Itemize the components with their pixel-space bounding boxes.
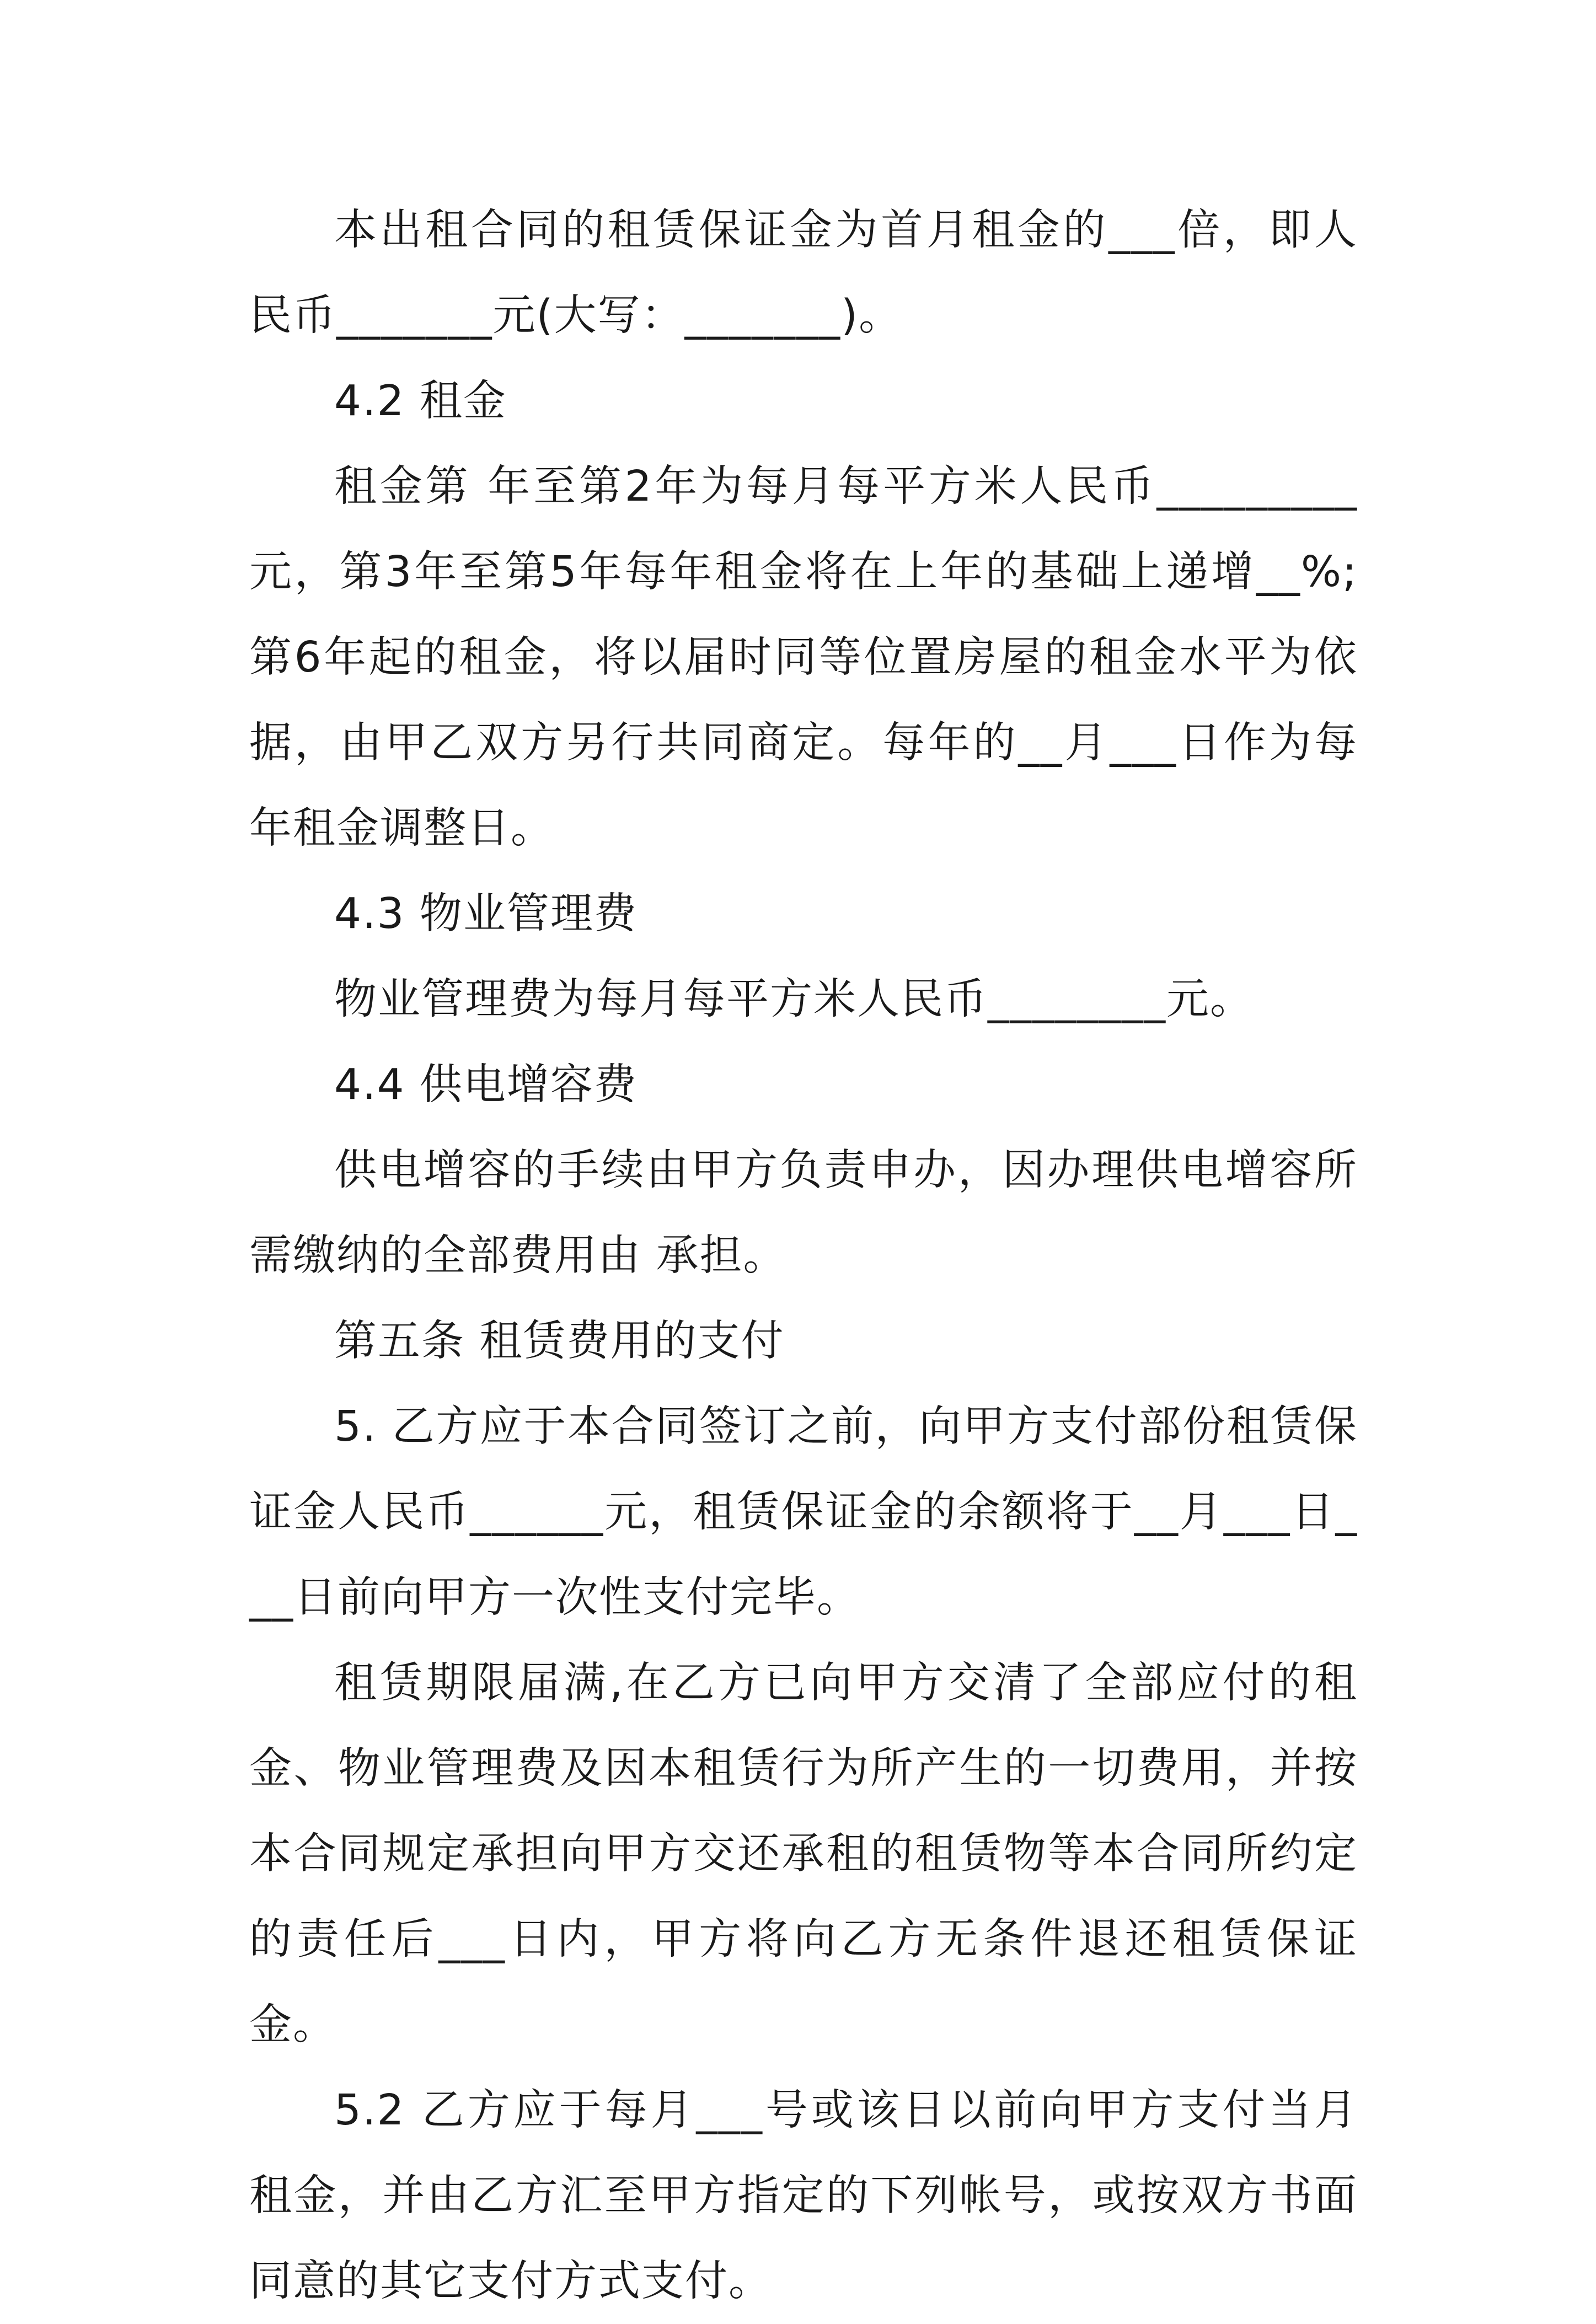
paragraph-property-fee: 物业管理费为每月每平方米人民币________元。 — [334, 975, 1254, 1024]
section-heading-4-2: 4.2 租金 — [334, 377, 507, 426]
document-body — [249, 187, 1358, 2324]
paragraph-deposit-refund: 租赁期限届满,在乙方已向甲方交清了全部应付的租金、物业管理费及因本租赁行为所产生的一切费用，并按本合同规定承担向甲方交还承租的租赁物等本合同所约定的责任后___日内，甲方将向乙方无条件退还租赁保证金。 — [249, 1659, 1358, 2049]
paragraph-power-capacity: 供电增容的手续由甲方负责申办，因办理供电增容所需缴纳的全部费用由 承担。 — [249, 1146, 1358, 1280]
paragraph-monthly-rent-payment: 5.2 乙方应于每月___号或该日以前向甲方支付当月租金，并由乙方汇至甲方指定的下列帐号，或按双方书面同意的其它支付方式支付。 — [249, 2086, 1358, 2306]
paragraph-rent-terms: 租金第 年至第2年为每月每平方米人民币_________元，第3年至第5年每年租金将在上年的基础上递增__%;第6年起的租金，将以届时同等位置房屋的租金水平为依据，由甲乙双方另行共同商定。每年的__月___日作为每年租金调整日。 — [249, 462, 1358, 853]
paragraph-deposit-payment: 5. 乙方应于本合同签订之前，向甲方支付部份租赁保证金人民币______元，租赁保证金的余额将于__月___日___日前向甲方一次性支付完毕。 — [249, 1402, 1358, 1622]
paragraph-deposit-amount: 本出租合同的租赁保证金为首月租金的___倍，即人民币_______元(大写：_______)。 — [249, 206, 1358, 340]
section-heading-4-3: 4.3 物业管理费 — [334, 889, 638, 938]
article-heading-5: 第五条 租赁费用的支付 — [334, 1317, 785, 1366]
section-heading-4-4: 4.4 供电增容费 — [334, 1060, 638, 1109]
